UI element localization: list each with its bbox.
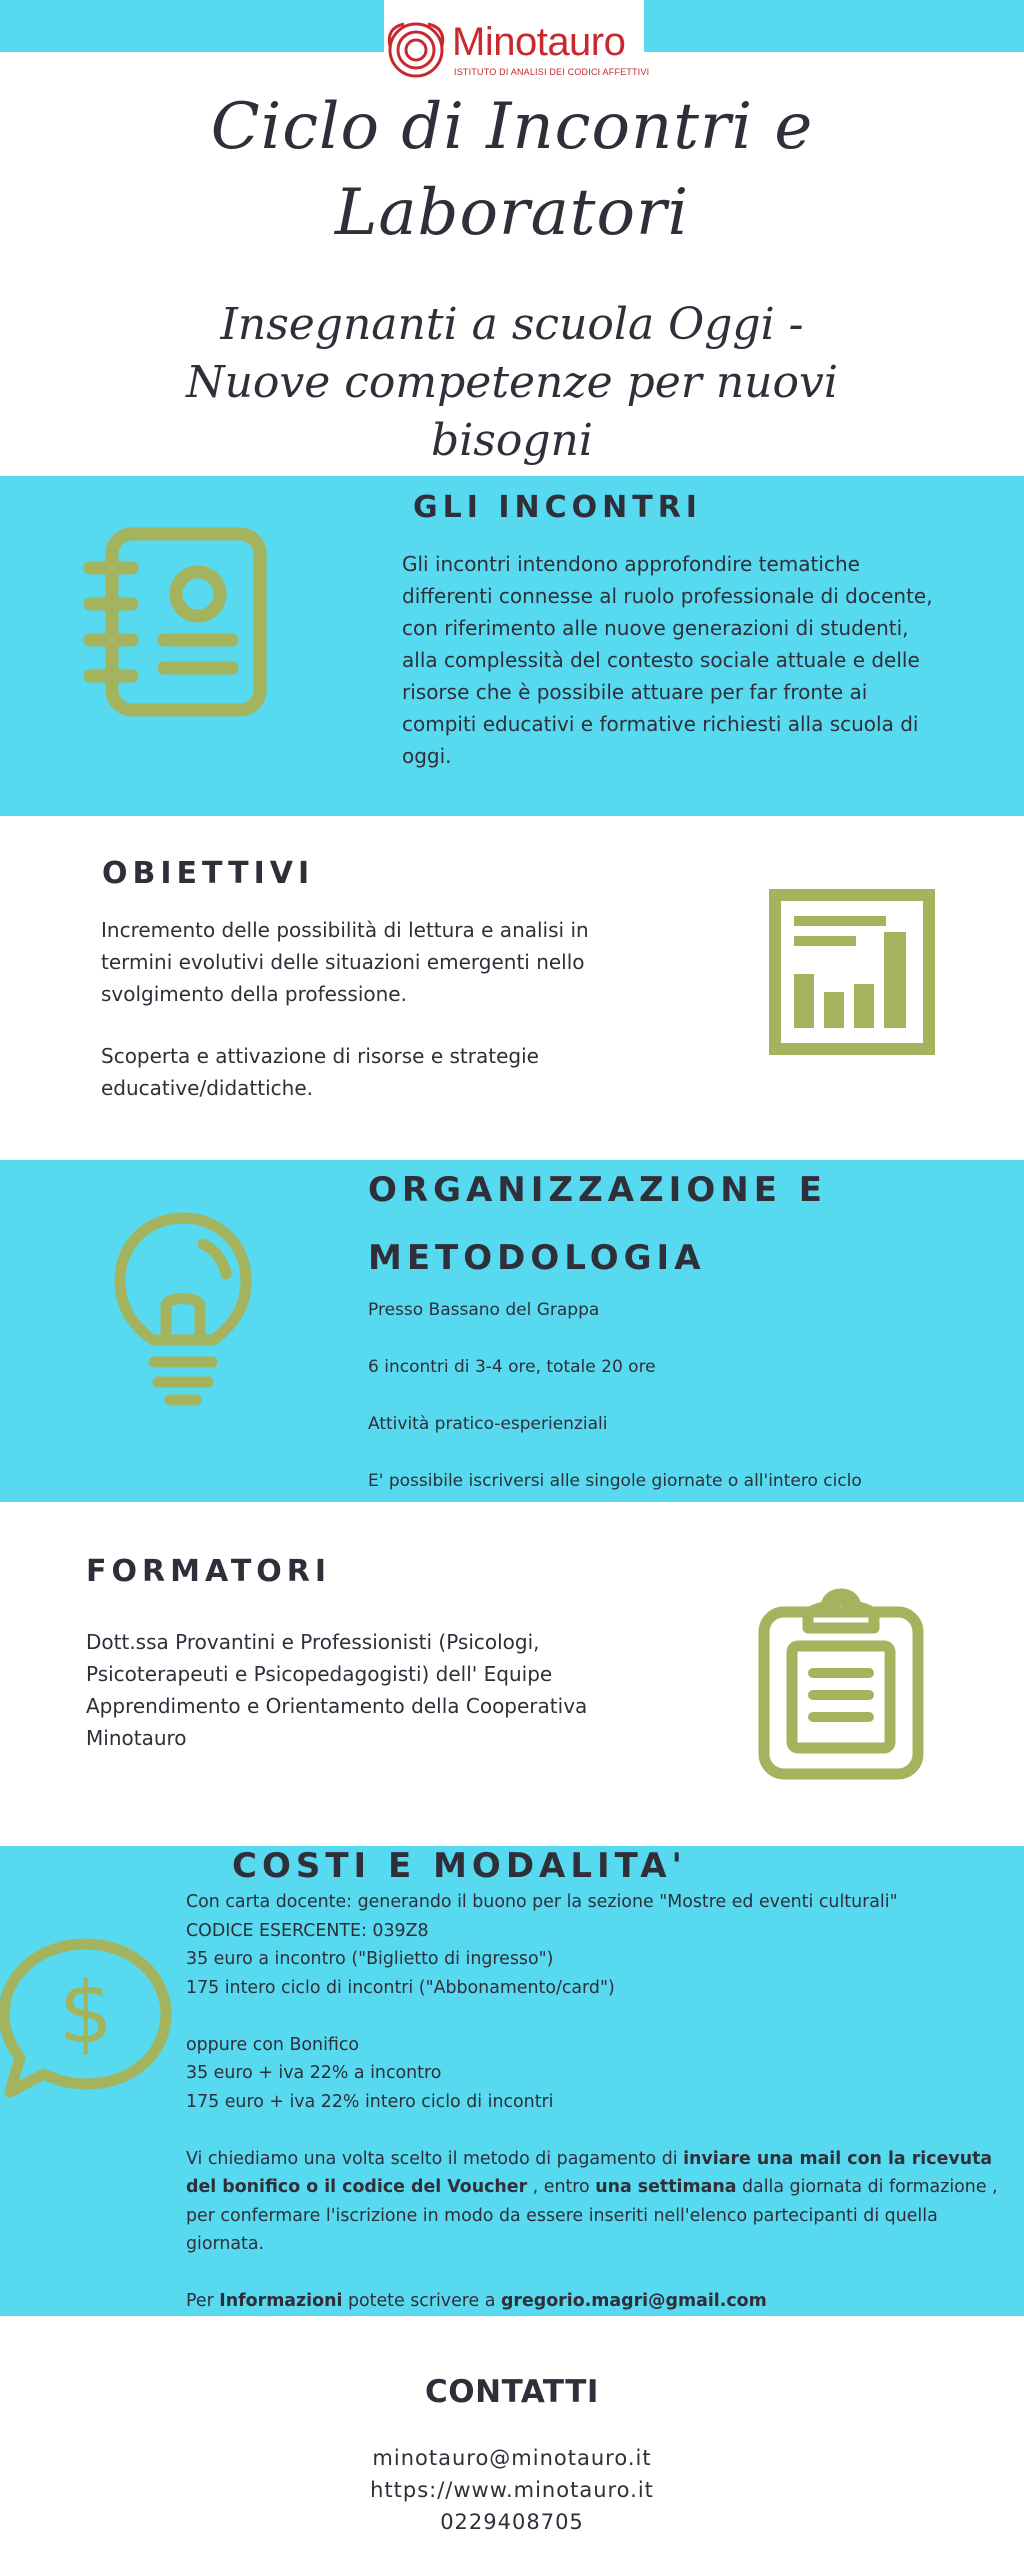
info-text: potete scrivere a — [342, 2291, 501, 2311]
costi-heading: COSTI E MODALITA' — [232, 1846, 687, 1886]
obiettivi-paragraph-1: Incremento delle possibilità di lettura e analisi in termini evolutivi delle situazioni emergenti nello svolgimento della professione. — [101, 918, 589, 1006]
organizzazione-line: 6 incontri di 3-4 ore, totale 20 ore — [368, 1357, 656, 1377]
organizzazione-line: Attività pratico-esperienziali — [368, 1414, 608, 1434]
costi-bonifico-line: oppure con Bonifico — [186, 2034, 360, 2055]
contact-website[interactable]: https://www.minotauro.it — [370, 2478, 654, 2502]
request-bold: inviare una mail con la ricevuta — [683, 2148, 993, 2169]
costi-body — [186, 1888, 1022, 2316]
costi-request-line-3: per confermare l'iscrizione in modo da essere inseriti nell'elenco partecipanti di quella — [186, 2205, 938, 2226]
organizzazione-list — [368, 1296, 862, 1524]
minotauro-logo-mark — [382, 16, 452, 82]
contact-phone[interactable]: 0229408705 — [440, 2510, 584, 2534]
clipboard-icon — [756, 1582, 926, 1782]
costi-request-line-4: giornata. — [186, 2234, 265, 2254]
request-text: Vi chiediamo una volta scelto il metodo di pagamento di — [186, 2148, 684, 2169]
notebook-contact-icon — [80, 522, 280, 722]
organizzazione-line: E' possibile iscriversi alle singole giornate o all'intero ciclo — [368, 1471, 862, 1491]
incontri-text: Gli incontri intendono approfondire tematiche differenti connesse al ruolo professionale di docente, con riferimento alle nuove generazioni di studenti, alla complessità del contesto sociale attuale e delle risorse che è possibile attuare per far fronte ai compiti educativi e formative richiesti alla scuola di oggi. — [402, 552, 933, 768]
request-bold: del bonifico o il codice del Voucher — [186, 2177, 528, 2197]
incontri-heading: GLI INCONTRI — [413, 490, 702, 525]
obiettivi-paragraph-2: Scoperta e attivazione di risorse e strategie educative/didattiche. — [101, 1044, 539, 1100]
costi-bonifico-line: 175 euro + iva 22% intero ciclo di incontri — [186, 2091, 554, 2112]
costi-request-line-1 — [186, 2145, 1022, 2174]
contact-email[interactable]: minotauro@minotauro.it — [372, 2446, 652, 2470]
contatti-list — [0, 2442, 1024, 2538]
organizzazione-line: Presso Bassano del Grappa — [368, 1300, 600, 1320]
request-text: dalla giornata di formazione , — [736, 2177, 998, 2197]
costi-carta-line: 35 euro a incontro ("Biglietto di ingresso") — [186, 1949, 554, 1969]
costi-request-line-2 — [186, 2173, 1022, 2202]
info-text: Per — [186, 2291, 220, 2311]
request-bold: una settimana — [595, 2177, 737, 2197]
costi-carta-line: Con carta docente: generando il buono per la sezione "Mostre ed eventi culturali" — [186, 1892, 898, 1912]
page-subtitle: Insegnanti a scuola Oggi - Nuove competenze per nuovi bisogni — [186, 299, 838, 466]
info-bold: Informazioni — [219, 2291, 343, 2311]
request-text: , entro — [527, 2177, 596, 2197]
costi-carta-line: 175 intero ciclo di incontri ("Abbonamento/card") — [186, 1977, 615, 1998]
info-email[interactable]: gregorio.magri@gmail.com — [500, 2291, 767, 2311]
dollar-speech-bubble-icon — [0, 1936, 172, 2104]
organizzazione-heading: ORGANIZZAZIONE E METODOLOGIA — [368, 1170, 827, 1278]
logo-name: Minotauro — [452, 20, 626, 64]
contatti-heading: CONTATTI — [425, 2374, 599, 2410]
costi-carta-line: CODICE ESERCENTE: 039Z8 — [186, 1920, 429, 1941]
costi-info-line — [186, 2287, 1022, 2316]
logo-subline: ISTITUTO DI ANALISI DEI CODICI AFFETTIVI — [454, 67, 650, 77]
formatori-text: Dott.ssa Provantini e Professionisti (Psicologi, Psicoterapeuti e Psicopedagogisti) dell' Equipe Apprendimento e Orientamento della Cooperativa Minotauro — [86, 1630, 588, 1750]
svg-text:$: $ — [58, 1963, 114, 2063]
bar-chart-icon — [768, 888, 936, 1056]
costi-bonifico-line: 35 euro + iva 22% a incontro — [186, 2063, 442, 2083]
page-title: Ciclo di Incontri e Laboratori — [210, 90, 814, 250]
lightbulb-icon — [108, 1210, 258, 1410]
obiettivi-heading: OBIETTIVI — [102, 856, 315, 891]
formatori-heading: FORMATORI — [86, 1554, 332, 1589]
